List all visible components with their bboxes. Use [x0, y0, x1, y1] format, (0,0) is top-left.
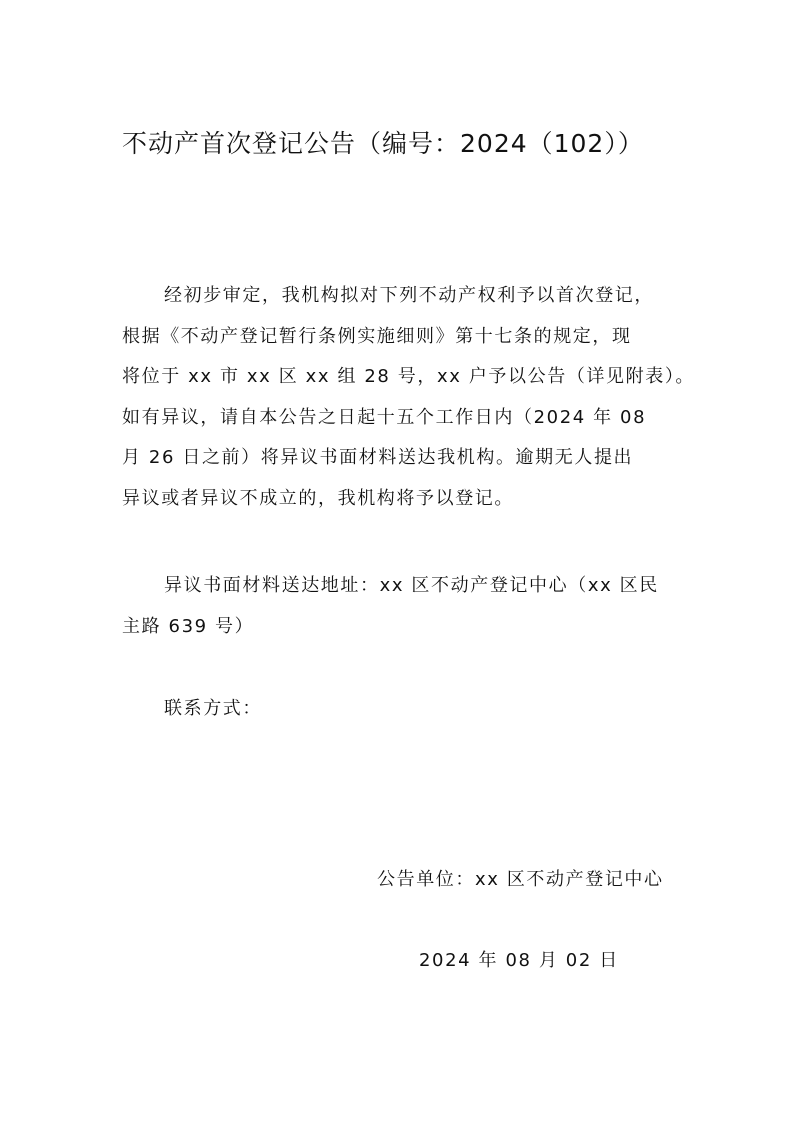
paragraph-line: 异议或者异议不成立的，我机构将予以登记。: [122, 487, 514, 509]
issue-date: 2024 年 08 月 02 日: [419, 950, 619, 971]
contact-paragraph: [122, 689, 678, 730]
paragraph-line: 月 26 日之前）将异议书面材料送达我机构。逾期无人提出: [122, 447, 634, 468]
paragraph-line: 异议书面材料送达地址：xx 区不动产登记中心（xx 区民: [164, 575, 659, 596]
paragraph-line: 如有异议，请自本公告之日起十五个工作日内（2024 年 08: [122, 406, 647, 428]
contact-label: 联系方式：: [164, 698, 262, 719]
paragraph-line: 主路 639 号）: [122, 615, 255, 637]
announcement-paragraph: [122, 276, 696, 519]
paragraph-line: 根据《不动产登记暂行条例实施细则》第十七条的规定，现: [122, 325, 632, 347]
paragraph-line: 经初步审定，我机构拟对下列不动产权利予以首次登记，: [164, 285, 654, 306]
paragraph-line: 将位于 xx 市 xx 区 xx 组 28 号，xx 户予以公告（详见附表）。: [122, 366, 696, 387]
objection-address-paragraph: [122, 566, 678, 647]
issuer-signature: 公告单位：xx 区不动产登记中心: [377, 869, 664, 890]
document-title: 不动产首次登记公告（编号：2024（102））: [122, 129, 644, 158]
